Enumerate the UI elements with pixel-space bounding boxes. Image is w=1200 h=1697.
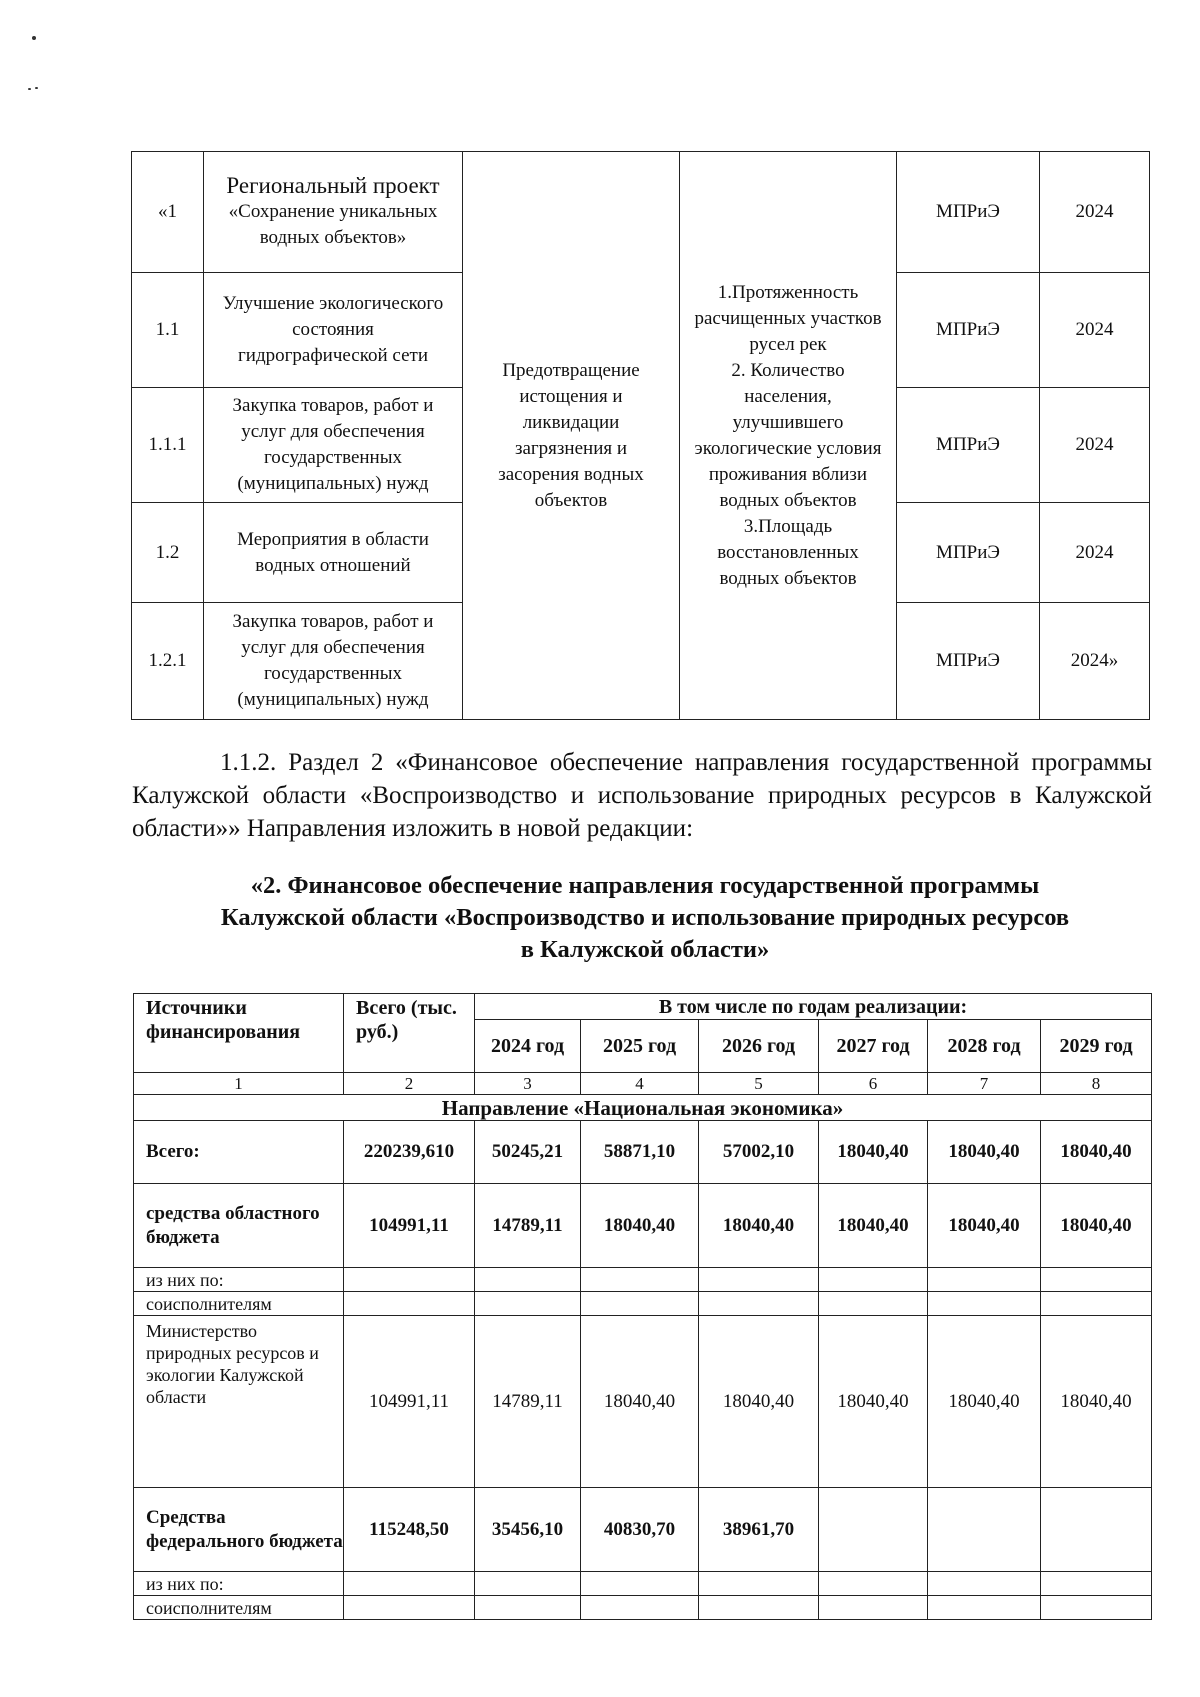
amount-cell — [699, 1292, 819, 1316]
header-year-2029: 2029 год — [1041, 1020, 1152, 1073]
amount-cell — [928, 1268, 1041, 1292]
amount-cell: 40830,70 — [581, 1488, 699, 1572]
year: 2024 — [1040, 388, 1150, 503]
row-label: Всего: — [134, 1121, 344, 1184]
project-measures-table — [131, 151, 1150, 720]
amount-cell — [344, 1572, 475, 1596]
amount-cell: 18040,40 — [699, 1316, 819, 1488]
scan-speck — [35, 87, 38, 89]
table-row — [134, 1572, 1152, 1596]
column-number: 1 — [134, 1073, 344, 1095]
amount-cell — [344, 1596, 475, 1620]
table-row — [134, 1488, 1152, 1572]
amount-cell: 18040,40 — [928, 1121, 1041, 1184]
amount-cell: 35456,10 — [475, 1488, 581, 1572]
row-label: Средства федерального бюджета — [134, 1488, 344, 1572]
amount-cell — [1041, 1292, 1152, 1316]
amount-cell: 18040,40 — [819, 1316, 928, 1488]
amount-cell: 18040,40 — [1041, 1121, 1152, 1184]
table-row — [134, 1316, 1152, 1488]
amount-cell — [928, 1292, 1041, 1316]
financing-table — [133, 993, 1152, 1620]
amount-cell: 104991,11 — [344, 1316, 475, 1488]
responsible: МПРиЭ — [897, 603, 1040, 720]
amount-cell: 18040,40 — [928, 1316, 1041, 1488]
column-number: 3 — [475, 1073, 581, 1095]
column-number: 2 — [344, 1073, 475, 1095]
measure-title: Закупка товаров, работ и услуг для обеспечения государственных (муниципальных) нужд — [204, 603, 463, 720]
amount-cell — [344, 1268, 475, 1292]
header-year-2027: 2027 год — [819, 1020, 928, 1073]
row-label: соисполнителям — [134, 1596, 344, 1620]
column-number: 6 — [819, 1073, 928, 1095]
column-number: 8 — [1041, 1073, 1152, 1095]
header-sources: Источники финансирования — [134, 994, 344, 1073]
amount-cell: 58871,10 — [581, 1121, 699, 1184]
section-heading: «2. Финансовое обеспечение направления государственной программы Калужской области «Воспроизводство и использование природных ресурсов в Калужской области» — [220, 872, 1070, 963]
amount-cell — [344, 1292, 475, 1316]
amount-cell: 18040,40 — [581, 1316, 699, 1488]
header-years: В том числе по годам реализации: — [475, 994, 1152, 1020]
amount-cell — [581, 1572, 699, 1596]
year: 2024 — [1040, 273, 1150, 388]
amount-cell — [819, 1572, 928, 1596]
responsible: МПРиЭ — [897, 152, 1040, 273]
responsible: МПРиЭ — [897, 273, 1040, 388]
scan-speck — [32, 36, 36, 40]
indicator-3: 3.Площадь восстановленных водных объектов — [717, 515, 859, 589]
year: 2024 — [1040, 503, 1150, 603]
year: 2024» — [1040, 603, 1150, 720]
amount-cell: 57002,10 — [699, 1121, 819, 1184]
table-row — [134, 1292, 1152, 1316]
amount-cell — [819, 1268, 928, 1292]
amount-cell — [819, 1488, 928, 1572]
measure-title: Мероприятия в области водных отношений — [204, 503, 463, 603]
amendment-paragraph: 1.1.2. Раздел 2 «Финансовое обеспечение направления государственной программы Калужской области «Воспроизводство и использование природных ресурсов в Калужской области»» Направления изложить в новой редакции: — [132, 749, 1152, 842]
amount-cell: 18040,40 — [819, 1184, 928, 1268]
amount-cell — [475, 1596, 581, 1620]
amount-cell: 50245,21 — [475, 1121, 581, 1184]
amount-cell — [1041, 1268, 1152, 1292]
amount-cell — [1041, 1488, 1152, 1572]
section-title: Направление «Национальная экономика» — [134, 1095, 1152, 1121]
amount-cell — [928, 1488, 1041, 1572]
amount-cell — [699, 1572, 819, 1596]
table-row — [132, 152, 1150, 273]
row-label: Министерство природных ресурсов и экологии Калужской области — [134, 1316, 344, 1488]
amount-cell — [581, 1268, 699, 1292]
table-row — [134, 1121, 1152, 1184]
header-total: Всего (тыс. руб.) — [344, 994, 475, 1073]
amount-cell: 18040,40 — [1041, 1316, 1152, 1488]
amount-cell: 38961,70 — [699, 1488, 819, 1572]
row-number: 1.2.1 — [132, 603, 204, 720]
amount-cell — [1041, 1572, 1152, 1596]
amount-cell — [475, 1268, 581, 1292]
goal-cell: Предотвращение истощения и ликвидации загрязнения и засорения водных объектов — [463, 152, 680, 720]
amount-cell — [581, 1596, 699, 1620]
amount-cell — [928, 1596, 1041, 1620]
amount-cell: 14789,11 — [475, 1184, 581, 1268]
column-number: 5 — [699, 1073, 819, 1095]
amount-cell: 18040,40 — [1041, 1184, 1152, 1268]
row-label: из них по: — [134, 1268, 344, 1292]
amount-cell: 14789,11 — [475, 1316, 581, 1488]
header-year-2026: 2026 год — [699, 1020, 819, 1073]
header-year-2028: 2028 год — [928, 1020, 1041, 1073]
amount-cell: 115248,50 — [344, 1488, 475, 1572]
financing-rows — [134, 1121, 1152, 1620]
measure-title: Закупка товаров, работ и услуг для обеспечения государственных (муниципальных) нужд — [204, 388, 463, 503]
year: 2024 — [1040, 152, 1150, 273]
indicator-2: 2. Количество населения, улучшившего экологические условия проживания вблизи водных объектов — [694, 359, 882, 511]
amount-cell — [475, 1292, 581, 1316]
header-row — [134, 994, 1152, 1020]
row-label: соисполнителям — [134, 1292, 344, 1316]
amount-cell — [1041, 1596, 1152, 1620]
row-label: средства областного бюджета — [134, 1184, 344, 1268]
indicator-1: 1.Протяженность расчищенных участков русел рек — [694, 281, 882, 355]
amount-cell: 18040,40 — [699, 1184, 819, 1268]
measure-title — [204, 152, 463, 273]
measure-title-sub: «Сохранение уникальных водных объектов» — [228, 201, 438, 248]
amount-cell — [819, 1596, 928, 1620]
column-number: 4 — [581, 1073, 699, 1095]
amount-cell: 18040,40 — [581, 1184, 699, 1268]
header-year-2025: 2025 год — [581, 1020, 699, 1073]
measure-title-main: Региональный проект — [226, 173, 440, 198]
measure-title: Улучшение экологического состояния гидрографической сети — [204, 273, 463, 388]
amount-cell — [581, 1292, 699, 1316]
row-label: из них по: — [134, 1572, 344, 1596]
row-number: 1.2 — [132, 503, 204, 603]
amount-cell: 18040,40 — [928, 1184, 1041, 1268]
table-row — [134, 1596, 1152, 1620]
column-numbers-row — [134, 1073, 1152, 1095]
header-year-2024: 2024 год — [475, 1020, 581, 1073]
amount-cell — [475, 1572, 581, 1596]
amount-cell: 104991,11 — [344, 1184, 475, 1268]
row-number: 1.1.1 — [132, 388, 204, 503]
amount-cell — [928, 1572, 1041, 1596]
row-number: «1 — [132, 152, 204, 273]
amount-cell — [699, 1596, 819, 1620]
row-number: 1.1 — [132, 273, 204, 388]
table-row — [134, 1184, 1152, 1268]
column-number: 7 — [928, 1073, 1041, 1095]
amount-cell: 18040,40 — [819, 1121, 928, 1184]
scan-speck — [28, 88, 31, 90]
amount-cell — [699, 1268, 819, 1292]
indicators-cell — [680, 152, 897, 720]
responsible: МПРиЭ — [897, 388, 1040, 503]
section-row — [134, 1095, 1152, 1121]
table-row — [134, 1268, 1152, 1292]
amount-cell: 220239,610 — [344, 1121, 475, 1184]
amount-cell — [819, 1292, 928, 1316]
responsible: МПРиЭ — [897, 503, 1040, 603]
